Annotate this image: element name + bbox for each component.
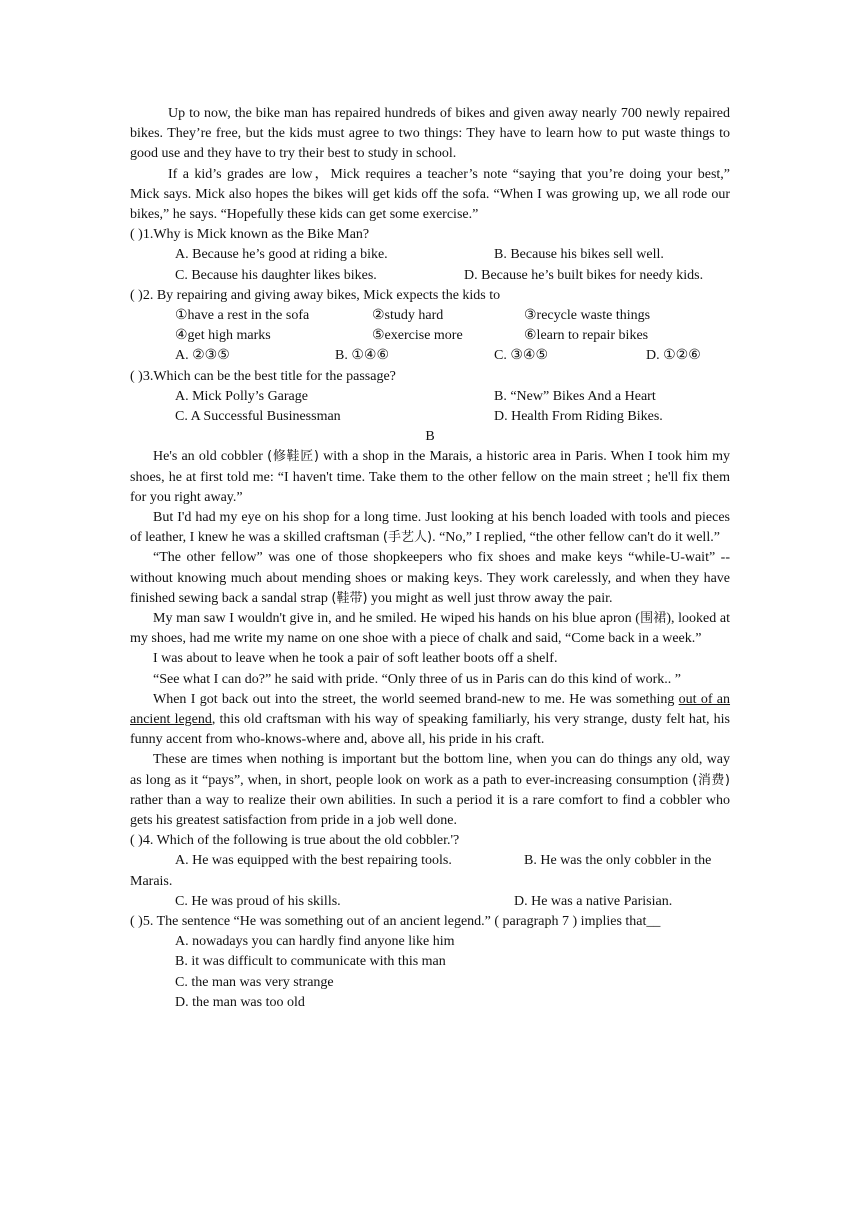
question-4-options-row-2 [130, 892, 730, 912]
question-2-items-row-2 [130, 326, 730, 346]
question-2-item-1: ①have a rest in the sofa [175, 308, 310, 323]
question-2-item-5: ⑤exercise more [372, 328, 463, 344]
question-4-options-row-1 [130, 851, 730, 871]
question-1-option-a: A. Because he’s good at riding a bike. [175, 247, 388, 263]
question-4-option-d: D. He was a native Parisian. [514, 893, 673, 909]
question-2-option-d: D. ①②⑥ [646, 348, 701, 364]
passage-b-paragraph-4: My man saw I wouldn't give in, and he smiled. He wiped his hands on his blue apron (围裙), looked at my shoes, had me write my name on one shoe with a piece of chalk and said, “Come back in a week.” [130, 610, 730, 647]
question-2-item-2: ②study hard [372, 308, 444, 323]
question-1-options-row-2 [130, 266, 730, 286]
passage-b-paragraph-6: “See what I can do?” he said with pride. “Only three of us in Paris can do this kind of work.. ” [153, 671, 681, 687]
question-4-option-a: A. He was equipped with the best repairing tools. [175, 853, 452, 869]
passage-b-paragraph-2: But I'd had my eye on his shop for a long time. Just looking at his bench loaded with tools and pieces of leather, I knew he was a skilled craftsman (手艺人). “No,” I replied, “the other fellow can't do it well.” [130, 509, 730, 546]
question-1-stem: ( )1.Why is Mick known as the Bike Man? [130, 227, 370, 243]
question-2-item-3: ③recycle waste things [524, 308, 651, 323]
question-3-options-row-1 [130, 387, 730, 407]
question-5-option-a: A. nowadays you can hardly find anyone like him [175, 934, 455, 950]
question-5-option-row-d [130, 993, 730, 1013]
question-2-stem: ( )2. By repairing and giving away bikes, Mick expects the kids to [130, 287, 501, 303]
passage-b-paragraph-5: I was about to leave when he took a pair of soft leather boots off a shelf. [153, 651, 558, 667]
question-2-option-b: B. ①④⑥ [335, 348, 389, 364]
question-5-option-d: D. the man was too old [175, 994, 305, 1010]
question-5-option-c: C. the man was very strange [175, 974, 334, 990]
question-4-option-c: C. He was proud of his skills. [175, 893, 341, 909]
question-3-option-c: C. A Successful Businessman [175, 408, 341, 424]
question-3-options-row-2 [130, 407, 730, 427]
question-3-option-a: A. Mick Polly’s Garage [175, 388, 308, 404]
question-2-option-c: C. ③④⑤ [494, 348, 548, 364]
section-b-heading: B [425, 429, 435, 445]
question-2-items-row-1 [130, 306, 730, 326]
question-5-option-row-a [130, 932, 730, 952]
question-2-option-a: A. ②③⑤ [175, 348, 230, 364]
passage-b-paragraph-8: These are times when nothing is important but the bottom line, when you can do things any old, way as long as it “pays”, when, in short, people look on work as a path to ever-increasing consumption (消费) rather than a way to realize their own abilities. In such a period it is a rare comfort to find a cobbler who gets his greatest satisfaction from pride in a job well done. [130, 752, 730, 828]
question-5-option-row-c [130, 973, 730, 993]
passage-b-paragraph-1: He's an old cobbler (修鞋匠) with a shop in the Marais, a historic area in Paris. When I took him my shoes, he at first told me: “I haven't time. Take them to the other fellow on the main street ; he'll fix them for you right away.” [130, 449, 730, 505]
passage-a-paragraph-1: Up to now, the bike man has repaired hundreds of bikes and given away nearly 700 newly repaired bikes. They’re free, but the kids must agree to two things: They have to learn how to put waste things to good use and they have to try their best to study in school. [130, 106, 730, 162]
question-1-option-d: D. Because he’s built bikes for needy kids. [464, 267, 704, 283]
question-5-option-b: B. it was difficult to communicate with this man [175, 954, 446, 970]
document-page [130, 104, 730, 1013]
question-3-stem: ( )3.Which can be the best title for the passage? [130, 368, 396, 384]
question-3-option-b: B. “New” Bikes And a Heart [494, 388, 656, 404]
question-2-item-6: ⑥learn to repair bikes [524, 328, 649, 344]
question-5-stem: ( )5. The sentence “He was something out of an ancient legend.” ( paragraph 7 ) implies that__ [130, 913, 661, 929]
question-4-stem: ( )4. Which of the following is true about the old cobbler.'? [130, 833, 460, 849]
passage-a-paragraph-2: If a kid’s grades are low，Mick requires a teacher’s note “saying that you’re doing your best,” Mick says. Mick also hopes the bikes will get kids off the sofa. “When I was growing up, we all rode our bikes,” he says. “Hopefully these kids can get some exercise.” [130, 166, 730, 223]
question-1-option-b: B. Because his bikes sell well. [494, 247, 664, 263]
question-2-item-4: ④get high marks [175, 328, 271, 344]
passage-b-paragraph-3: “The other fellow” was one of those shopkeepers who fix shoes and make keys “while-U-wait” -- without knowing much about mending shoes or making keys. They work carelessly, and when they have finished sewing back a sandal strap (鞋带) you might as well just throw away the pair. [130, 550, 730, 606]
question-1-option-c: C. Because his daughter likes bikes. [175, 267, 377, 283]
question-4-option-b: B. He was the only cobbler in the [524, 853, 712, 869]
question-2-options-row [130, 346, 730, 366]
underlined-phrase: out of an ancient legend [130, 691, 731, 727]
passage-b-paragraph-7: When I got back out into the street, the world seemed brand-new to me. He was something out of an ancient legend, this old craftsman with his way of speaking familiarly, his very strange, dusty felt hat, his funny accent from who-knows-where and, above all, his pride in his craft. [130, 691, 731, 748]
question-4-option-b-continued: Marais. [130, 873, 173, 889]
question-5-option-row-b [130, 952, 730, 972]
question-3-option-d: D. Health From Riding Bikes. [494, 408, 663, 424]
question-1-options-row-1 [130, 245, 730, 265]
